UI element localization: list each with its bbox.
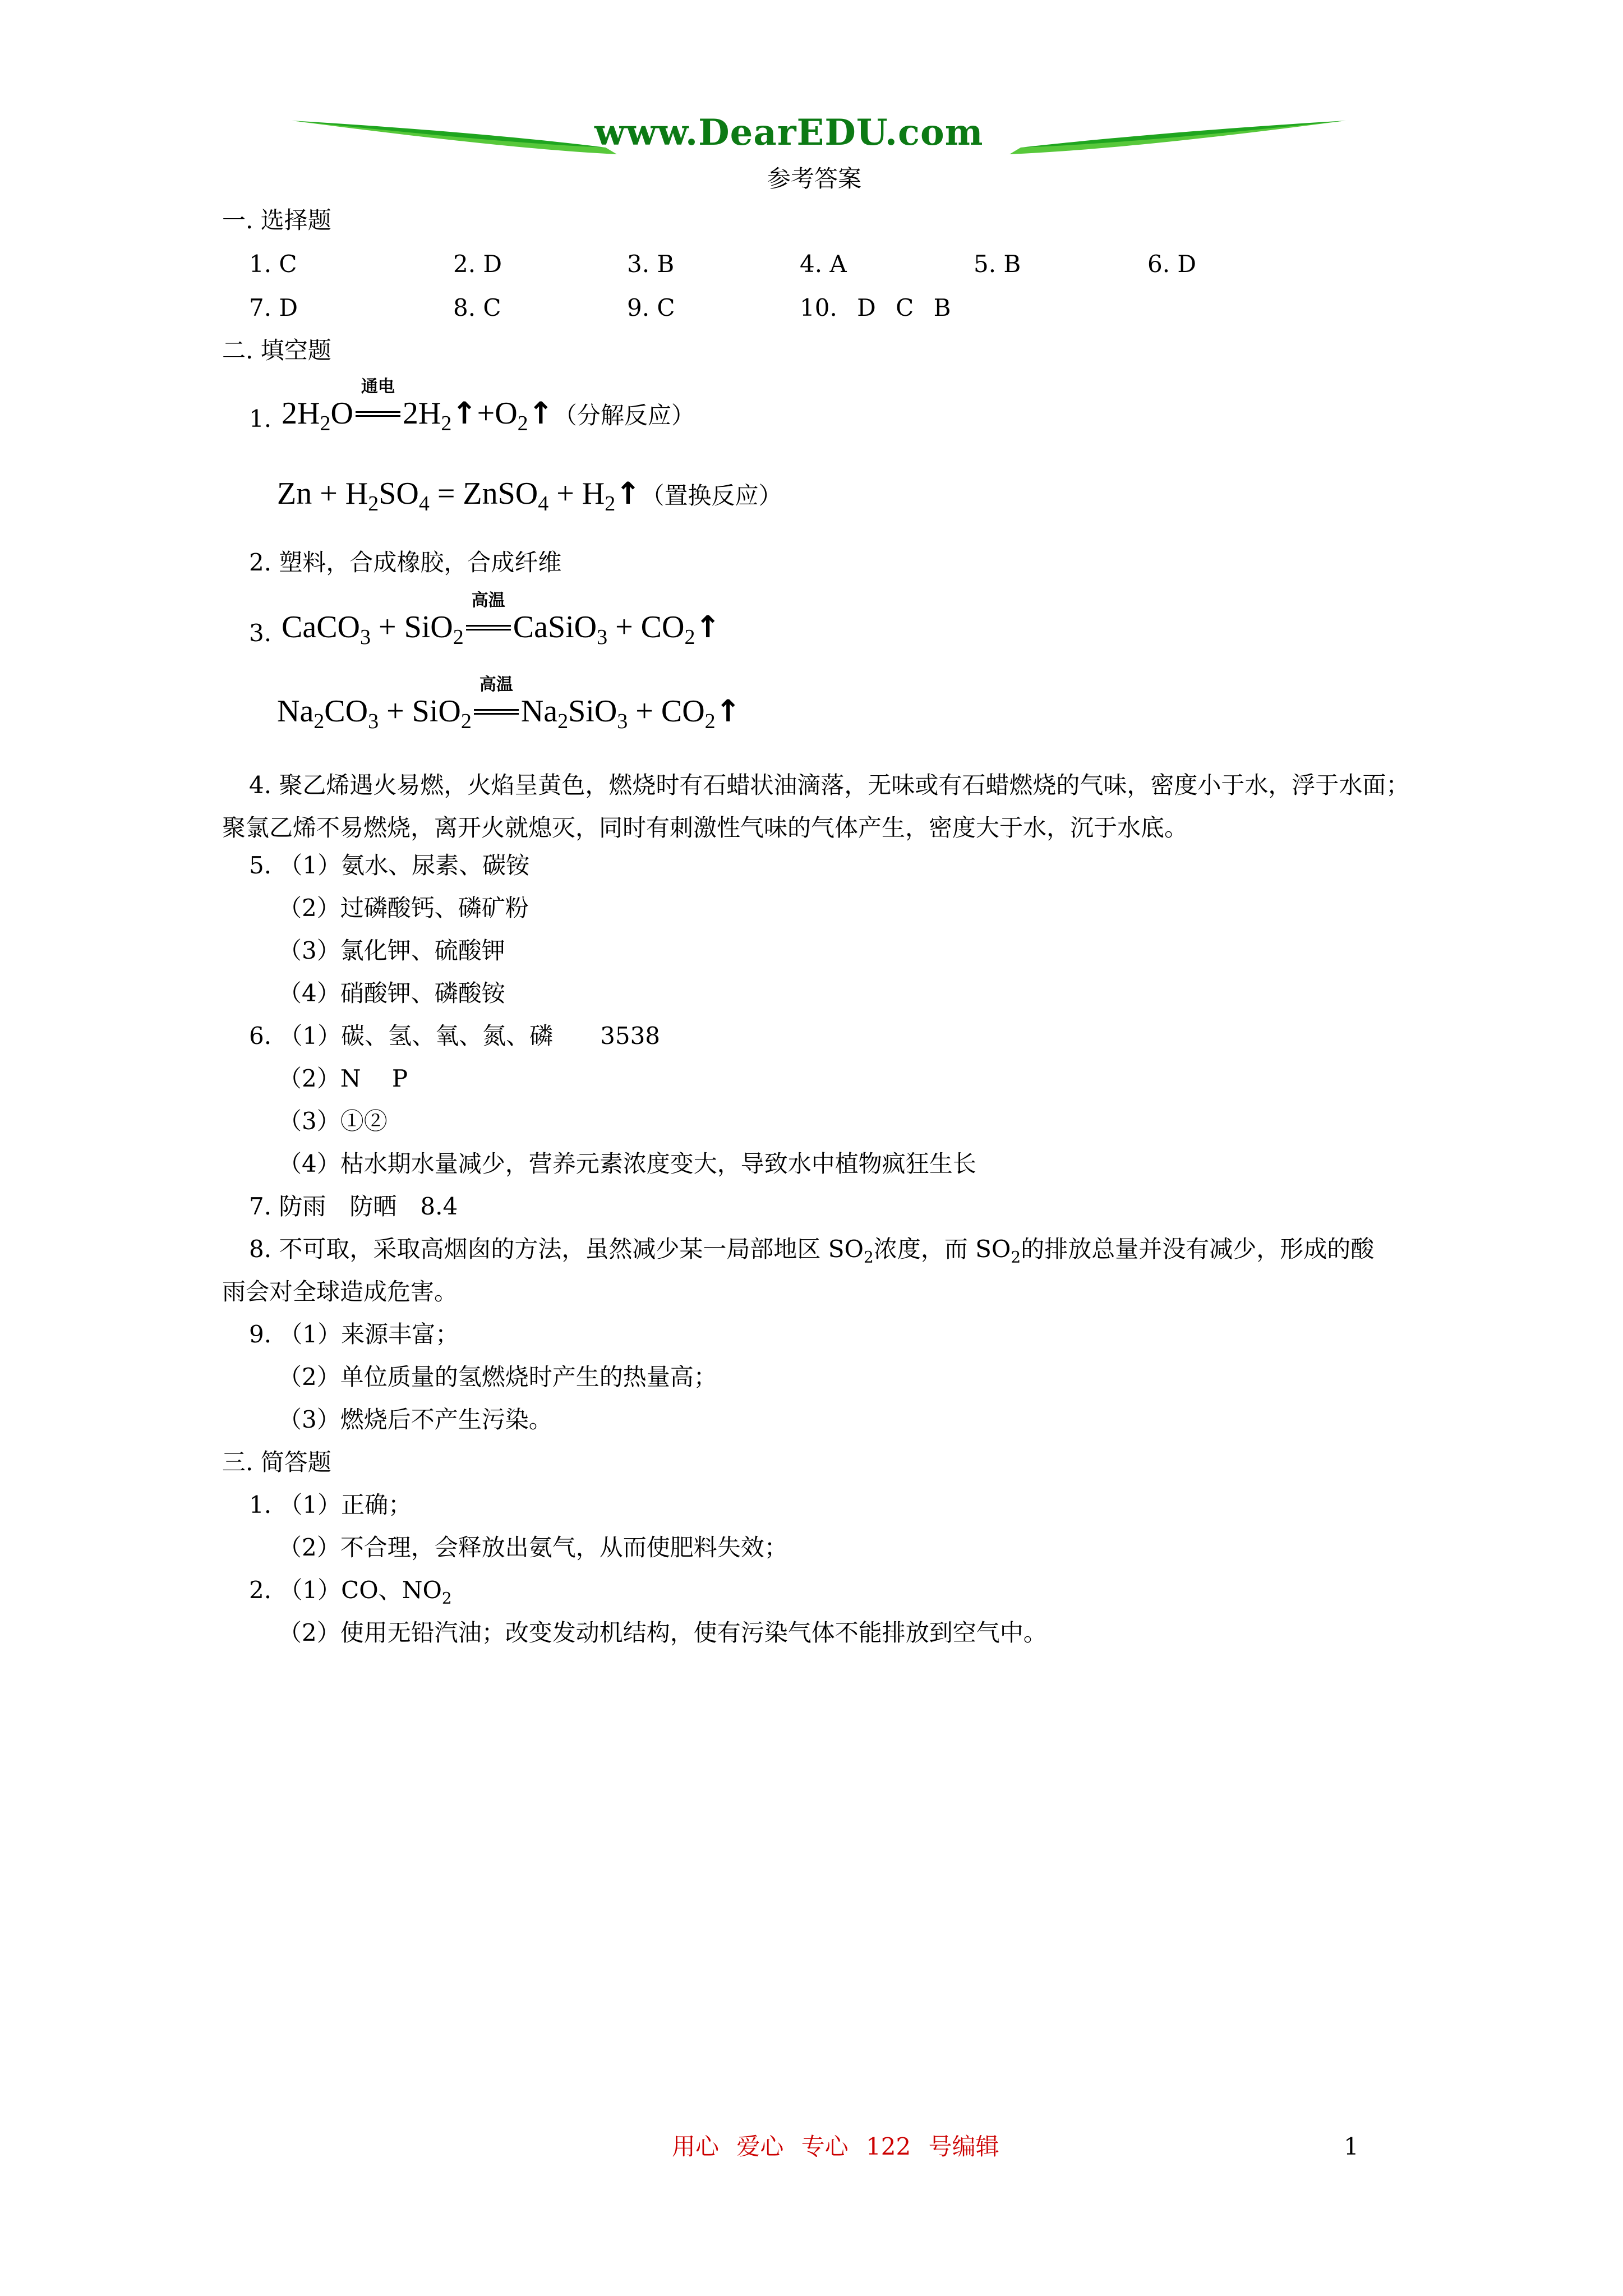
- fill-answer-8: 8. 不可取，采取高烟囱的方法，虽然减少某一局部地区 $SO_2$浓度，而 $SO_2$的排放总量并没有减少，形成的酸: [249, 1235, 1375, 1267]
- fill-answer-5-1: 5. （1）氨水、尿素、碳铵: [249, 852, 530, 879]
- fill-answer-4: 4. 聚乙烯遇火易燃，火焰呈黄色，燃烧时有石蜡状油滴落，无味或有石蜡燃烧的气味，密度小于水，浮于水面；聚氯乙烯不易燃烧，离开火就熄灭，同时有刺激性气味的气体产生，密度大于水，沉于水底。: [222, 771, 1410, 841]
- fill-answer-7: 7. 防雨 防晒 8.4: [249, 1193, 458, 1220]
- fill-answer-6-3: （3）①②: [278, 1107, 388, 1135]
- mc-answer: 10. D C B: [800, 294, 951, 321]
- site-banner: [292, 112, 1346, 165]
- mc-answer: 9. C: [627, 294, 675, 321]
- mc-answer: 6. D: [1147, 250, 1197, 278]
- footer-credit: 用心 爱心 专心 122 号编辑: [672, 2133, 999, 2160]
- page-number: 1: [1344, 2133, 1359, 2160]
- reaction-condition: 通电: [353, 395, 403, 431]
- fill-answer-5-3: （3）氯化钾、硫酸钾: [278, 937, 505, 964]
- equation-electrolysis: $2H_2O$ 通电 $2H_2↑+O_2↑$（分解反应）: [282, 378, 695, 435]
- mc-answer: 3. B: [627, 250, 675, 278]
- equation-caco3: CaCO$_3$ + SiO$_2$ 高温 CaSiO$_3$ + $CO_2↑$: [282, 591, 721, 649]
- page-title: 参考答案: [767, 165, 862, 192]
- short-answer-2-1: 2. （1）CO、$NO_2$: [249, 1576, 452, 1608]
- section-heading-short: 三. 简答题: [222, 1448, 331, 1476]
- reaction-condition: 高温: [464, 609, 513, 645]
- gas-arrow-icon: ↑: [715, 693, 741, 729]
- fill-answer-9-2: （2）单位质量的氢燃烧时产生的热量高；: [278, 1363, 717, 1391]
- mc-answer: 4. A: [800, 250, 847, 278]
- equation-na2co3: $Na_2CO_3 + SiO_2$ 高温 $Na_2SiO_3$ + $CO_2↑$: [277, 675, 741, 733]
- mc-answer: 8. C: [453, 294, 501, 321]
- question-number: 1.: [249, 405, 272, 432]
- fill-answer-5-2: （2）过磷酸钙、磷矿粉: [278, 894, 529, 922]
- mc-answer: 2. D: [453, 250, 502, 278]
- mc-answer: 7. D: [249, 294, 298, 321]
- gas-arrow-icon: ↑: [528, 395, 554, 431]
- fill-answer-8-cont: 雨会对全球造成危害。: [222, 1278, 458, 1305]
- site-logo-text: www.DearEDU.com: [594, 112, 984, 154]
- mc-answer: 1. C: [249, 250, 297, 278]
- section-heading-choice: 一. 选择题: [222, 206, 331, 234]
- fill-answer-6-4: （4）枯水期水量减少，营养元素浓度变大，导致水中植物疯狂生长: [278, 1150, 976, 1177]
- fill-answer-2: 2. 塑料，合成橡胶，合成纤维: [249, 549, 562, 576]
- short-answer-2-2: （2）使用无铅汽油；改变发动机结构，使有污染气体不能排放到空气中。: [278, 1619, 1047, 1646]
- gas-arrow-icon: ↑: [451, 395, 477, 431]
- short-answer-1-1: 1. （1）正确；: [249, 1491, 412, 1519]
- section-heading-fill: 二. 填空题: [222, 337, 331, 364]
- short-answer-1-2: （2）不合理，会释放出氨气，从而使肥料失效；: [278, 1534, 788, 1561]
- gas-arrow-icon: ↑: [695, 609, 721, 645]
- mc-answer: 5. B: [974, 250, 1021, 278]
- fill-answer-6-2: （2）N P: [278, 1065, 408, 1092]
- question-number: 3.: [249, 619, 272, 647]
- fill-answer-5-4: （4）硝酸钾、磷酸铵: [278, 979, 505, 1007]
- fill-answer-9-3: （3）燃烧后不产生污染。: [278, 1406, 552, 1433]
- fill-answer-9-1: 9. （1）来源丰富；: [249, 1320, 459, 1348]
- gas-arrow-icon: ↑: [615, 476, 641, 511]
- fill-answer-6-1: 6. （1）碳、氢、氧、氮、磷 3538: [249, 1022, 661, 1050]
- reaction-condition: 高温: [472, 693, 521, 729]
- equation-displacement: $Zn + H_2SO_4$ = ZnSO$_4$ + $H_2↑$（置换反应）: [277, 476, 782, 516]
